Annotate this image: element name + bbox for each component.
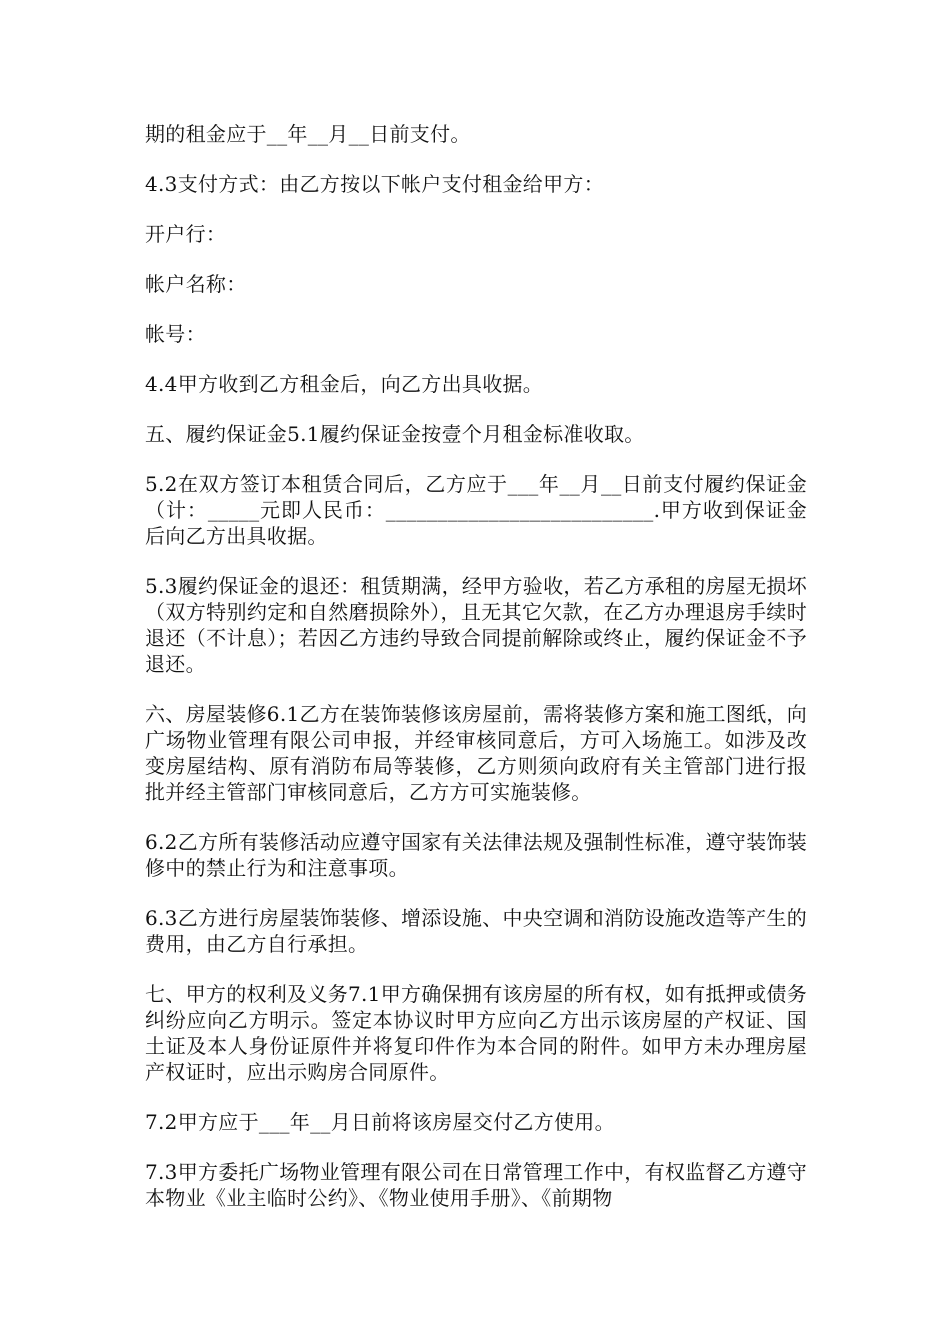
paragraph-deposit-refund: 5.3履约保证金的退还：租赁期满，经甲方验收，若乙方承租的房屋无损坏（双方特别约定和自然磨损除外），且无其它欠款，在乙方办理退房手续时退还（不计息）；若因乙方违约导致合同提前解除或终止，履约保证金不予退还。 [145, 574, 808, 676]
paragraph-renovation-compliance: 6.2乙方所有装修活动应遵守国家有关法律法规及强制性标准，遵守装饰装修中的禁止行为和注意事项。 [145, 830, 808, 880]
paragraph-renovation-approval: 六、房屋装修6.1乙方在装饰装修该房屋前，需将装修方案和施工图纸，向广场物业管理有限公司申报，并经审核同意后，方可入场施工。如涉及改变房屋结构、原有消防布局等装修，乙方则须向政府有关主管部门进行报批并经主管部门审核同意后，乙方方可实施装修。 [145, 702, 808, 804]
paragraph-account-number: 帐号： [145, 322, 206, 346]
paragraph-payment-method: 4.3支付方式：由乙方按以下帐户支付租金给甲方： [145, 172, 605, 196]
paragraph-property-management: 7.3甲方委托广场物业管理有限公司在日常管理工作中，有权监督乙方遵守本物业《业主临时公约》、《物业使用手册》、《前期物 [145, 1160, 808, 1210]
paragraph-lessor-rights: 七、甲方的权利及义务7.1甲方确保拥有该房屋的所有权，如有抵押或债务纠纷应向乙方明示。签定本协议时甲方应向乙方出示该房屋的产权证、国土证及本人身份证原件并将复印件作为本合同的附件。如甲方未办理房屋产权证时，应出示购房合同原件。 [145, 982, 808, 1084]
paragraph-account-name: 帐户名称： [145, 272, 247, 296]
paragraph-receipt: 4.4甲方收到乙方租金后，向乙方出具收据。 [145, 372, 544, 396]
paragraph-renovation-costs: 6.3乙方进行房屋装饰装修、增添设施、中央空调和消防设施改造等产生的费用，由乙方自行承担。 [145, 906, 808, 956]
paragraph-deposit-standard: 五、履约保证金5.1履约保证金按壹个月租金标准收取。 [145, 422, 645, 446]
paragraph-deposit-payment: 5.2在双方签订本租赁合同后，乙方应于___年__月__日前支付履约保证金（计：_____元即人民币：__________________________.甲方收到保证金后向乙方出具收据。 [145, 472, 807, 548]
paragraph-handover-date: 7.2甲方应于___年__月日前将该房屋交付乙方使用。 [145, 1110, 615, 1134]
paragraph-rent-due-date: 期的租金应于__年__月__日前支付。 [145, 122, 471, 146]
document-body [145, 121, 807, 1235]
paragraph-bank-name: 开户行： [145, 222, 227, 246]
